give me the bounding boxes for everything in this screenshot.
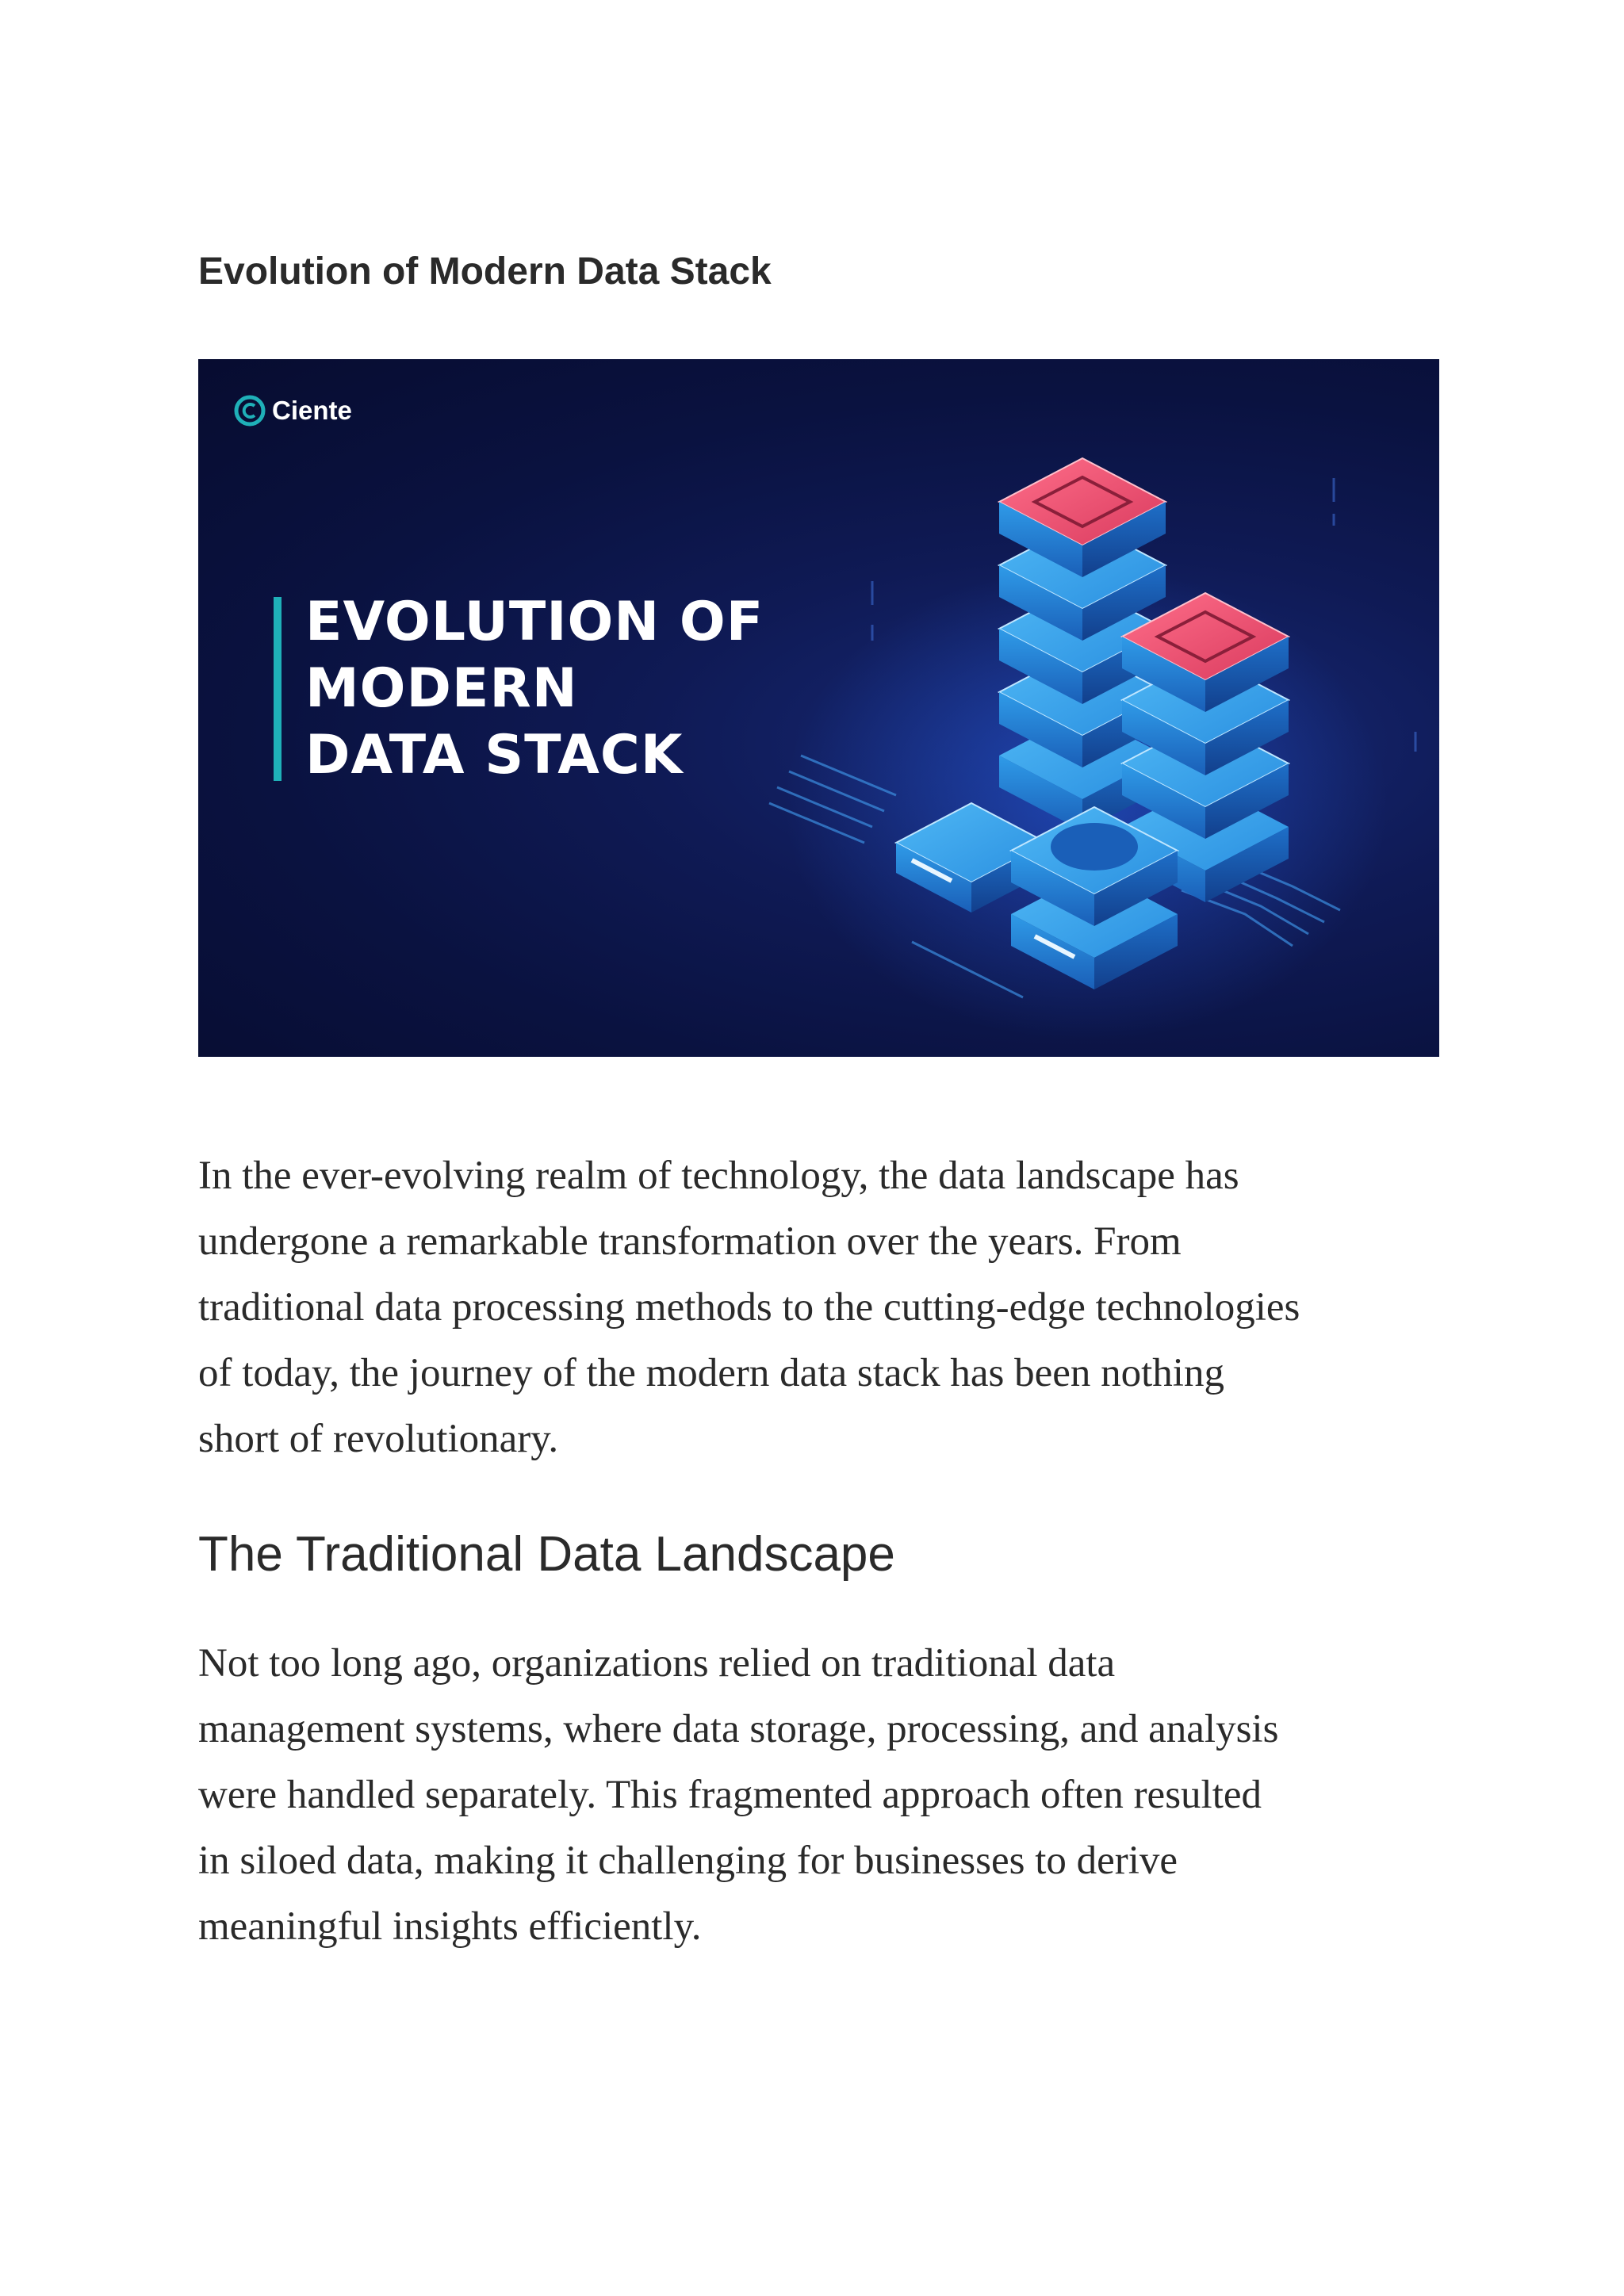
section-heading: The Traditional Data Landscape: [198, 1527, 895, 1582]
section-paragraph: [198, 1631, 1467, 1960]
server-stack-illustration: [753, 359, 1439, 1057]
paragraph-line: undergone a remarkable transformation over the years. From: [198, 1219, 1182, 1264]
hero-image: [198, 359, 1439, 1057]
intro-paragraph: [198, 1143, 1467, 1472]
paragraph-line: meaningful insights efficiently.: [198, 1904, 702, 1949]
paragraph-line: In the ever-evolving realm of technology, the data landscape has: [198, 1154, 1239, 1198]
ciente-logo-icon: [234, 395, 266, 427]
paragraph-line: of today, the journey of the modern data stack has been nothing: [198, 1351, 1224, 1395]
paragraph-line: Not too long ago, organizations relied on traditional data: [198, 1641, 1116, 1686]
document-title: Evolution of Modern Data Stack: [198, 251, 772, 293]
hero-heading-line: MODERN: [305, 657, 578, 720]
brand-logo: [234, 395, 352, 427]
hero-heading: [305, 589, 764, 789]
accent-bar: [274, 597, 282, 781]
paragraph-line: management systems, where data storage, processing, and analysis: [198, 1707, 1279, 1751]
hero-heading-line: DATA STACK: [305, 724, 684, 786]
paragraph-line: short of revolutionary.: [198, 1417, 559, 1461]
paragraph-line: traditional data processing methods to the cutting-edge technologies: [198, 1285, 1300, 1330]
paragraph-line: were handled separately. This fragmented approach often resulted: [198, 1773, 1262, 1817]
hero-heading-line: EVOLUTION OF: [305, 591, 764, 653]
paragraph-line: in siloed data, making it challenging for businesses to derive: [198, 1839, 1178, 1883]
brand-name: Ciente: [272, 396, 352, 425]
